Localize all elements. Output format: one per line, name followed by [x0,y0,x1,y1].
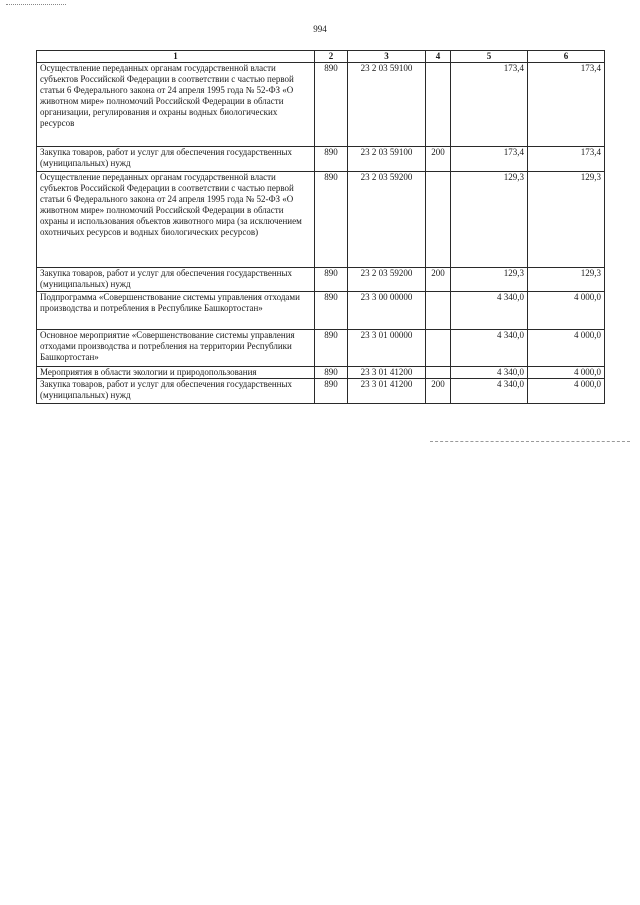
row-amount-2: 173,4 [528,63,605,147]
header-col-4: 4 [426,51,451,63]
scan-artifact-top [6,4,66,6]
row-amount-1: 173,4 [451,63,528,147]
row-amount-2: 4 000,0 [528,330,605,367]
row-article: 23 3 01 41200 [348,379,426,404]
table-row [37,367,605,379]
row-article: 23 2 03 59100 [348,147,426,172]
budget-table [36,50,605,404]
row-code: 890 [315,367,348,379]
row-type [426,63,451,147]
row-type [426,292,451,330]
row-article: 23 3 01 41200 [348,367,426,379]
table-row [37,172,605,268]
row-article: 23 2 03 59100 [348,63,426,147]
row-amount-2: 129,3 [528,172,605,268]
header-col-1: 1 [37,51,315,63]
row-amount-2: 4 000,0 [528,292,605,330]
row-article: 23 3 01 00000 [348,330,426,367]
row-amount-1: 4 340,0 [451,379,528,404]
header-col-6: 6 [528,51,605,63]
row-code: 890 [315,330,348,367]
row-name: Закупка товаров, работ и услуг для обеспечения государственных (муниципальных) нужд [37,379,315,404]
table-row [37,147,605,172]
row-code: 890 [315,172,348,268]
row-amount-1: 4 340,0 [451,292,528,330]
row-code: 890 [315,147,348,172]
row-name: Мероприятия в области экологии и природопользования [37,367,315,379]
table-row [37,63,605,147]
row-amount-2: 129,3 [528,268,605,292]
row-amount-1: 129,3 [451,268,528,292]
row-amount-1: 173,4 [451,147,528,172]
row-name: Осуществление переданных органам государственной власти субъектов Российской Федерации в соответствии с частью первой статьи 6 Федерального закона от 24 апреля 1995 года № 52-ФЗ «О животном мире» полномочий Российской Федерации в области охраны и использования объектов животного мира (за исключением охотничьих ресурсов и водных биологических ресурсов) [37,172,315,268]
row-code: 890 [315,292,348,330]
row-article: 23 2 03 59200 [348,268,426,292]
row-article: 23 3 00 00000 [348,292,426,330]
row-code: 890 [315,268,348,292]
table-row [37,268,605,292]
row-type [426,172,451,268]
table-row [37,379,605,404]
table-row [37,330,605,367]
row-code: 890 [315,63,348,147]
row-type [426,330,451,367]
row-name: Закупка товаров, работ и услуг для обеспечения государственных (муниципальных) нужд [37,147,315,172]
header-col-2: 2 [315,51,348,63]
row-type: 200 [426,268,451,292]
row-name: Подпрограмма «Совершенствование системы управления отходами производства и потребления в Республике Башкортостан» [37,292,315,330]
row-type [426,367,451,379]
row-type: 200 [426,379,451,404]
row-name: Осуществление переданных органам государственной власти субъектов Российской Федерации в соответствии с частью первой статьи 6 Федерального закона от 24 апреля 1995 года № 52-ФЗ «О животном мире» полномочий Российской Федерации в области организации, регулирования и охраны водных биологических ресурсов [37,63,315,147]
row-amount-2: 4 000,0 [528,379,605,404]
row-article: 23 2 03 59200 [348,172,426,268]
row-amount-2: 4 000,0 [528,367,605,379]
row-amount-1: 4 340,0 [451,367,528,379]
page-number: 994 [313,24,327,34]
header-row [37,51,605,63]
row-name: Закупка товаров, работ и услуг для обеспечения государственных (муниципальных) нужд [37,268,315,292]
row-type: 200 [426,147,451,172]
table-row [37,292,605,330]
scan-artifact-line [430,441,630,443]
row-amount-2: 173,4 [528,147,605,172]
header-col-3: 3 [348,51,426,63]
row-amount-1: 129,3 [451,172,528,268]
header-col-5: 5 [451,51,528,63]
row-code: 890 [315,379,348,404]
row-amount-1: 4 340,0 [451,330,528,367]
row-name: Основное мероприятие «Совершенствование системы управления отходами производства и потребления на территории Республики Башкортостан» [37,330,315,367]
